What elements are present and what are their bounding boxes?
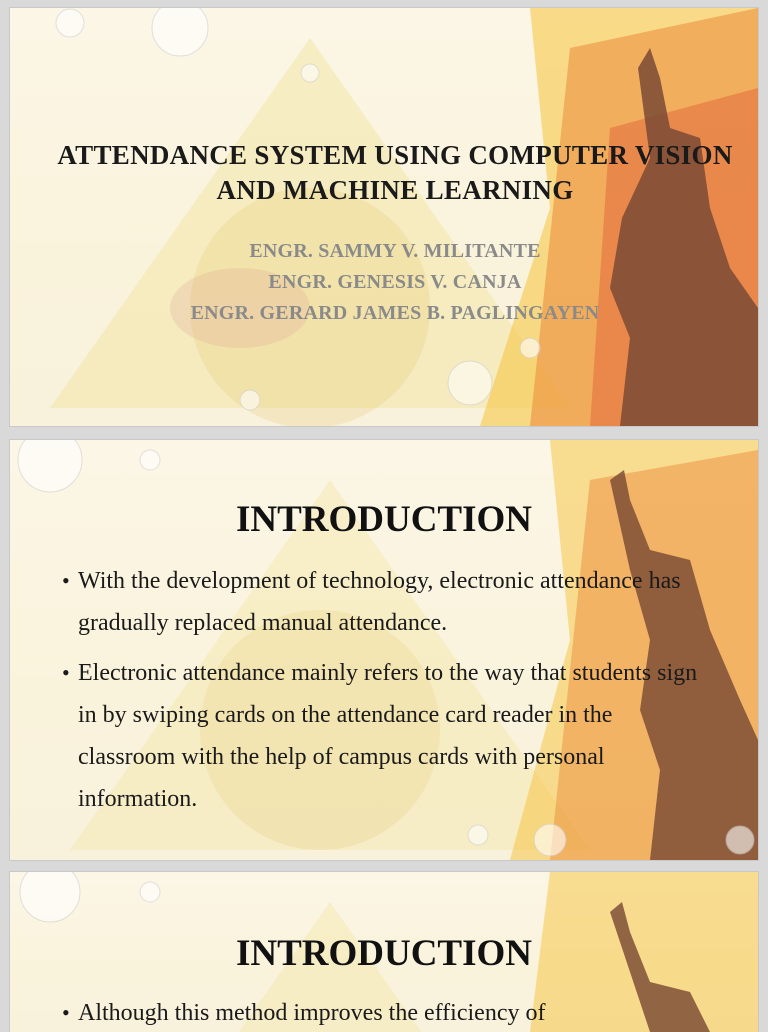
- slide-title: INTRODUCTION: [235, 933, 533, 974]
- bullet-item: [62, 992, 702, 1032]
- slide-title: INTRODUCTION: [235, 499, 533, 540]
- bullet-list: [62, 560, 702, 828]
- title-slide: [10, 8, 758, 426]
- author-list: [50, 236, 740, 329]
- bullet-text: Electronic attendance mainly refers to the way that students sign in by swiping cards on the attendance card reader in the classroom with the help of campus cards with personal information.: [78, 660, 698, 812]
- bullet-item: [62, 560, 702, 644]
- bullet-dot-icon: •: [62, 1000, 70, 1025]
- bullet-text: With the development of technology, electronic attendance has gradually replaced manual attendance.: [78, 568, 681, 636]
- bullet-dot-icon: •: [62, 660, 70, 685]
- introduction-slide-continued: [10, 872, 758, 1032]
- bullet-list: [62, 992, 702, 1032]
- author-name: ENGR. GERARD JAMES B. PAGLINGAYEN: [190, 302, 600, 324]
- bullet-dot-icon: •: [62, 568, 70, 593]
- slide-background-art: [10, 8, 758, 426]
- bullet-item: [62, 652, 702, 820]
- bullet-text: Although this method improves the efficiency of: [78, 1000, 546, 1026]
- author-name: ENGR. SAMMY V. MILITANTE: [249, 240, 541, 262]
- author-name: ENGR. GENESIS V. CANJA: [268, 271, 522, 293]
- presentation-title: ATTENDANCE SYSTEM USING COMPUTER VISION AND MACHINE LEARNING: [57, 140, 733, 205]
- introduction-slide: [10, 440, 758, 860]
